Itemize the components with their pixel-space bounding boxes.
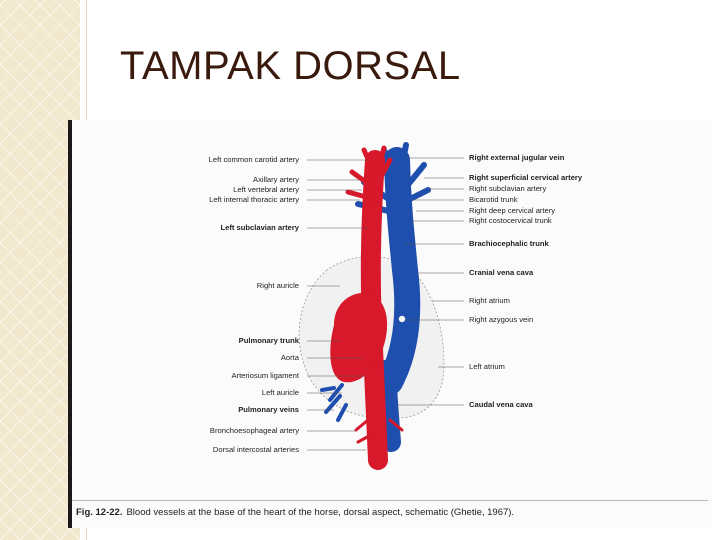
label-cranial-vena-cava: Cranial vena cava [469,268,534,277]
label-pulmonary-trunk: Pulmonary trunk [238,336,299,345]
label-right-atrium: Right atrium [469,296,510,305]
figure-caption-bar [72,500,708,527]
label-bronchoesophageal: Bronchoesophageal artery [209,426,299,435]
heart-vessels-diagram [72,120,712,528]
label-right-deep-cervical: Right deep cervical artery [469,206,556,215]
label-aorta: Aorta [280,353,299,362]
label-dorsal-intercostal: Dorsal intercostal arteries [212,445,299,454]
label-pulmonary-veins: Pulmonary veins [238,405,299,414]
label-left-vertebral: Left vertebral artery [233,185,299,194]
label-left-subclavian: Left subclavian artery [220,223,299,232]
anatomy-figure [68,120,712,528]
left-labels [209,155,300,454]
label-left-common-carotid: Left common carotid artery [208,155,299,164]
label-right-subclavian: Right subclavian artery [469,184,547,193]
figure-number: Fig. 12-22. [76,507,123,518]
figure-caption-text: Blood vessels at the base of the heart of the horse, dorsal aspect, schematic (Ghetie, 1967). [126,507,515,518]
label-left-internal-thoracic: Left internal thoracic artery [209,195,299,204]
label-caudal-vena-cava: Caudal vena cava [469,400,533,409]
azygous-vein-mark [398,315,406,323]
label-left-auricle: Left auricle [261,388,299,397]
label-bicarotid: Bicarotid trunk [469,195,518,204]
figure-caption [76,507,514,518]
label-brachiocephalic-trunk: Brachiocephalic trunk [469,239,549,248]
label-left-atrium: Left atrium [469,362,505,371]
label-axillary: Axillary artery [253,175,299,184]
label-right-auricle: Right auricle [256,281,299,290]
right-labels [469,153,583,409]
slide-title: TAMPAK DORSAL [120,44,461,88]
label-right-costocervical: Right costocervical trunk [469,216,552,225]
label-right-azygous: Right azygous vein [469,315,534,324]
label-right-external-jugular: Right external jugular vein [469,153,565,162]
label-right-superficial-cervical: Right superficial cervical artery [469,173,583,182]
label-arteriosum-ligament: Arteriosum ligament [231,371,299,380]
